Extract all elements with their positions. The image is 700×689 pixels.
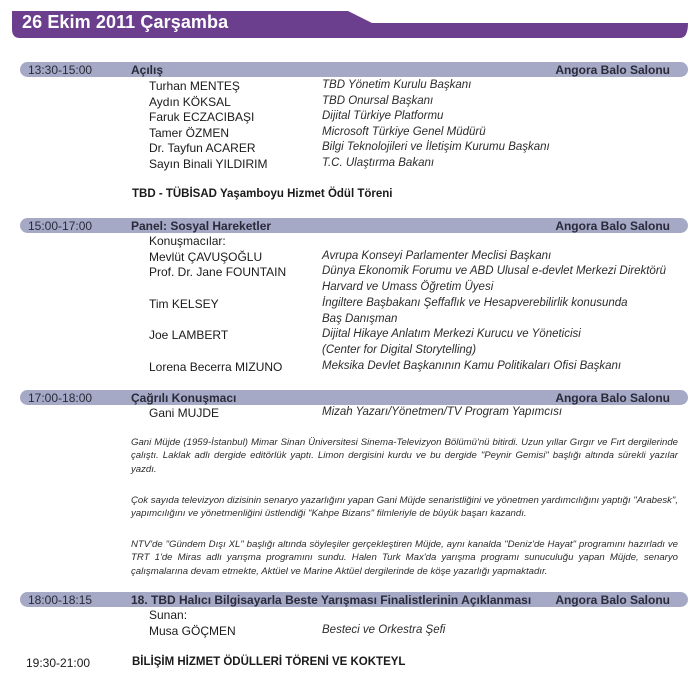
session-title: Çağrılı Konuşmacı — [131, 391, 237, 405]
session-time: 18:00-18:15 — [28, 593, 93, 607]
speaker-name: Sayın Binali YILDIRIM — [149, 157, 268, 171]
session-bar-opening — [20, 62, 688, 77]
session-venue: Angora Balo Salonu — [555, 219, 670, 233]
session-bar-panel — [20, 218, 688, 233]
speaker-role: TBD Onursal Başkanı — [322, 95, 434, 107]
speaker-name: Prof. Dr. Jane FOUNTAIN — [149, 265, 287, 279]
date-title: 26 Ekim 2011 Çarşamba — [22, 12, 229, 32]
speaker-role: TBD Yönetim Kurulu Başkanı — [322, 79, 472, 91]
speaker-role: Baş Danışman — [322, 313, 398, 325]
speaker-role: (Center for Digital Storytelling) — [322, 344, 477, 356]
final-session-time: 19:30-21:00 — [26, 656, 91, 670]
speaker-role: Harvard ve Umass Öğretim Üyesi — [322, 281, 494, 293]
speaker-name: Mevlüt ÇAVUŞOĞLU — [149, 250, 263, 264]
speaker-role: T.C. Ulaştırma Bakanı — [322, 157, 435, 169]
presenter-label: Sunan: — [149, 608, 188, 622]
speaker-name: Tim KELSEY — [149, 297, 219, 311]
session-venue: Angora Balo Salonu — [555, 63, 670, 77]
speaker-role: Dünya Ekonomik Forumu ve ABD Ulusal e-devlet Merkezi Direktörü — [322, 265, 667, 277]
speaker-name: Faruk ECZACIBAŞI — [149, 110, 255, 124]
speaker-name: Turhan MENTEŞ — [149, 79, 240, 93]
speaker-name: Musa GÖÇMEN — [149, 624, 236, 638]
speaker-name: Tamer ÖZMEN — [149, 126, 230, 140]
speaker-name: Lorena Becerra MIZUNO — [149, 360, 283, 374]
session-time: 15:00-17:00 — [28, 219, 93, 233]
speaker-role: İngiltere Başbakanı Şeffaflık ve Hesapverebilirlik konusunda — [322, 297, 628, 309]
ceremony-title: TBD - TÜBİSAD Yaşamboyu Hizmet Ödül Töreni — [132, 188, 393, 200]
speaker-role: Bilgi Teknolojileri ve İletişim Kurumu Başkanı — [322, 141, 550, 153]
speaker-role: Dijital Türkiye Platformu — [322, 110, 444, 122]
speaker-role: Besteci ve Orkestra Şefi — [322, 624, 446, 636]
session-title: Panel: Sosyal Hareketler — [131, 219, 272, 233]
final-session-title: BİLİŞİM HİZMET ÖDÜLLERİ TÖRENİ VE KOKTEYL — [132, 656, 406, 668]
speaker-bio-paragraph: NTV'de "Gündem Dışı XL" başlığı altında söyleşiler gerçekleştiren Müjde, aynı kanalda "Deniz'de Hayat" programını hazırladı ve TRT 1'de Miras adlı yarışma programını sundu. Halen Turk Max'da yarışma programı sunuculuğu yapan Müjde, senaryo çalışmalarına devam etmekte, Aktüel ve Marine Aktüel dergilerinde de köşe yazarlığı yapmaktadır. — [131, 539, 678, 577]
session-time: 17:00-18:00 — [28, 391, 93, 405]
speaker-role: Meksika Devlet Başkanının Kamu Politikaları Ofisi Başkanı — [322, 360, 622, 372]
session-title: 18. TBD Halıcı Bilgisayarla Beste Yarışması Finalistlerinin Açıklanması — [131, 593, 532, 607]
speaker-role: Mizah Yazarı/Yönetmen/TV Program Yapımcısı — [322, 406, 563, 418]
session-venue: Angora Balo Salonu — [555, 593, 670, 607]
speaker-name: Aydın KÖKSAL — [149, 95, 231, 109]
speaker-role: Microsoft Türkiye Genel Müdürü — [322, 126, 486, 138]
session-time: 13:30-15:00 — [28, 63, 93, 77]
speaker-bio-paragraph: Çok sayıda televizyon dizisinin senaryo yazarlığını yapan Gani Müjde senaristliğini ve yönetmen yardımcılığını yaptığı "Arabesk", yapımcılığını ve yönetmenliğini üstlendiği "Kahpe Bizans" filmleriyle de büyük başarı kazandı. — [131, 495, 678, 520]
session-title: Açılış — [131, 63, 164, 77]
speaker-role: Dijital Hikaye Anlatım Merkezi Kurucu ve Yöneticisi — [322, 328, 581, 340]
session-bar-competition — [20, 592, 688, 607]
speaker-name: Dr. Tayfun ACARER — [149, 141, 256, 155]
speaker-name: Joe LAMBERT — [149, 328, 229, 342]
session-venue: Angora Balo Salonu — [555, 391, 670, 405]
speaker-role: Avrupa Konseyi Parlamenter Meclisi Başkanı — [322, 250, 552, 262]
speakers-label: Konuşmacılar: — [149, 234, 226, 248]
speaker-bio-paragraph: Gani Müjde (1959-İstanbul) Mimar Sinan Üniversitesi Sinema-Televizyon Bölümü'nü bitirdi. Uzun yıllar Gırgır ve Fırt dergilerinde çalıştı. Laklak adlı dergide editörlük yaptı. Limon dergisini kurdu ve bu dergide "Peynir Gemisi" başlığı altında sürekli yazılar yazdı. — [131, 437, 678, 475]
session-bar-invited — [20, 390, 688, 405]
speaker-name: Gani MUJDE — [149, 406, 220, 420]
